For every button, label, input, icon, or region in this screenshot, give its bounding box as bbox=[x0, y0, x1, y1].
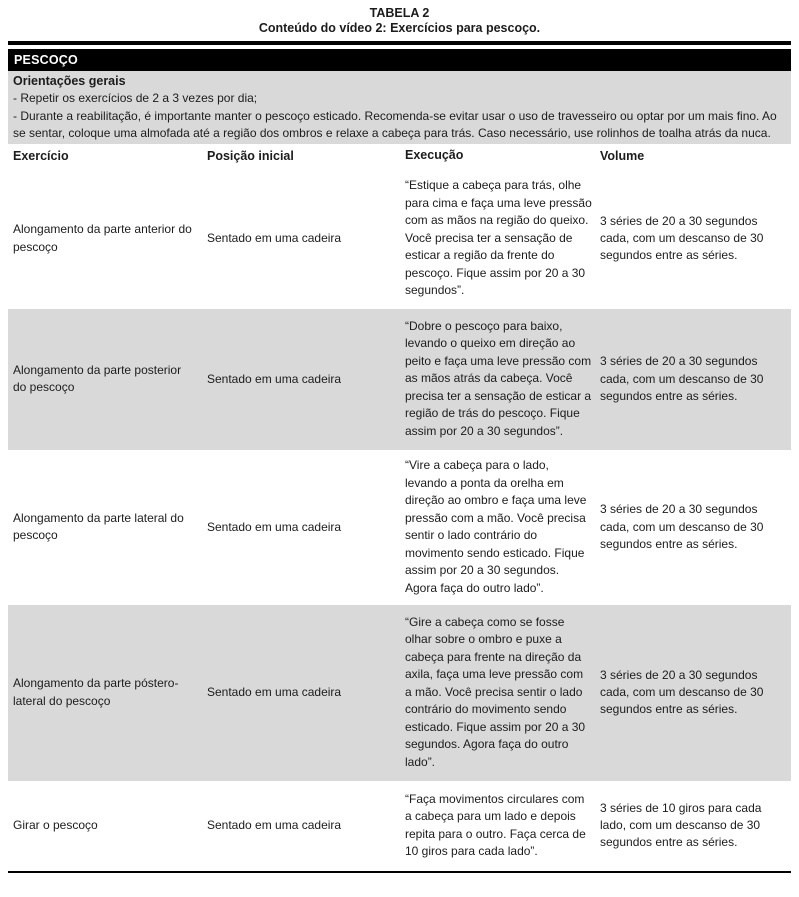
exercise-cell: Girar o pescoço bbox=[13, 818, 98, 833]
exercise-cell: Alongamento da parte anterior do pescoço bbox=[13, 222, 192, 254]
orientations-heading: Orientações gerais bbox=[13, 74, 126, 88]
execution-cell: “Estique a cabeça para trás, olhe para cima e faça uma leve pressão com as mãos na região do queixo. Você precisa ter a sensação de esticar a região da frente do pescoço. Fique assim por 20 a 30 segundos”. bbox=[405, 178, 592, 298]
exercise-table bbox=[8, 144, 791, 871]
table-subtitle: Conteúdo do vídeo 2: Exercícios para pescoço. bbox=[258, 21, 541, 35]
exercise-cell: Alongamento da parte lateral do pescoço bbox=[13, 510, 184, 543]
table-row bbox=[8, 169, 791, 309]
section-header-label: PESCOÇO bbox=[14, 53, 78, 67]
execution-cell: “Gire a cabeça como se fosse olhar sobre o ombro e puxe a cabeça para frente na direção da axila, faça uma leve pressão com a mão. Você precisa sentir o lado contrário do movimento sendo esticado. Fique assim por 20 a 30 segundos. Agora faça do outro lado”. bbox=[405, 614, 586, 769]
table-title: TABELA 2 bbox=[369, 6, 430, 20]
column-header-position: Posição inicial bbox=[207, 148, 294, 163]
table-row bbox=[8, 605, 791, 781]
execution-cell: “Vire a cabeça para o lado, levando a ponta da orelha em direção ao ombro e faça uma leve pressão com a mão. Você precisa sentir o lado contrário do movimento sendo esticado. Fique assim por 20 a 30 segundos. Agora faça do outro lado”. bbox=[405, 458, 587, 595]
volume-cell: 3 séries de 20 a 30 segundos cada, com um descanso de 30 segundos entre as séries. bbox=[600, 667, 764, 717]
bottom-rule bbox=[8, 871, 791, 874]
exercise-cell: Alongamento da parte posterior do pescoço bbox=[13, 362, 182, 395]
position-cell: Sentado em uma cadeira bbox=[207, 371, 342, 386]
volume-cell: 3 séries de 10 giros para cada lado, com um descanso de 30 segundos entre as séries. bbox=[600, 800, 762, 850]
position-cell: Sentado em uma cadeira bbox=[207, 685, 342, 700]
execution-cell: “Dobre o pescoço para baixo, levando o queixo em direção ao peito e faça uma leve pressão com as mãos atrás da cabeça. Você precisa ter a sensação de esticar a região de trás do pescoço. Fique assim por 20 a 30 segundos”. bbox=[405, 318, 592, 438]
position-cell: Sentado em uma cadeira bbox=[207, 818, 342, 833]
orientations-line-1: - Repetir os exercícios de 2 a 3 vezes por dia; bbox=[13, 91, 258, 106]
position-cell: Sentado em uma cadeira bbox=[207, 231, 342, 246]
general-orientations-block bbox=[8, 71, 791, 144]
column-header-execution: Execução bbox=[405, 148, 464, 163]
exercise-cell: Alongamento da parte póstero-lateral do pescoço bbox=[13, 676, 179, 708]
orientations-line-2: - Durante a reabilitação, é importante manter o pescoço esticado. Recomenda-se evitar usar o uso de travesseiro ou optar por um mais fino. Ao se sentar, coloque uma almofada até a região dos ombros e relaxe a cabeça para trás. Caso necessário, use rolinhos de toalha atrás da nuca. bbox=[13, 108, 777, 141]
table-header-row bbox=[8, 144, 791, 169]
execution-cell: “Faça movimentos circulares com a cabeça para um lado e depois repita para o outro. Faça cerca de 10 giros para cada lado”. bbox=[405, 791, 586, 859]
section-header-bar bbox=[8, 49, 791, 71]
column-header-exercise: Exercício bbox=[13, 148, 69, 163]
table-caption-block bbox=[0, 0, 799, 36]
column-header-volume: Volume bbox=[600, 148, 645, 163]
volume-cell: 3 séries de 20 a 30 segundos cada, com um descanso de 30 segundos entre as séries. bbox=[600, 502, 764, 551]
position-cell: Sentado em uma cadeira bbox=[207, 519, 342, 534]
volume-cell: 3 séries de 20 a 30 segundos cada, com um descanso de 30 segundos entre as séries. bbox=[600, 213, 764, 263]
table-row bbox=[8, 309, 791, 450]
table-row bbox=[8, 781, 791, 871]
table-row bbox=[8, 450, 791, 605]
volume-cell: 3 séries de 20 a 30 segundos cada, com um descanso de 30 segundos entre as séries. bbox=[600, 354, 764, 403]
top-rule bbox=[8, 41, 791, 45]
